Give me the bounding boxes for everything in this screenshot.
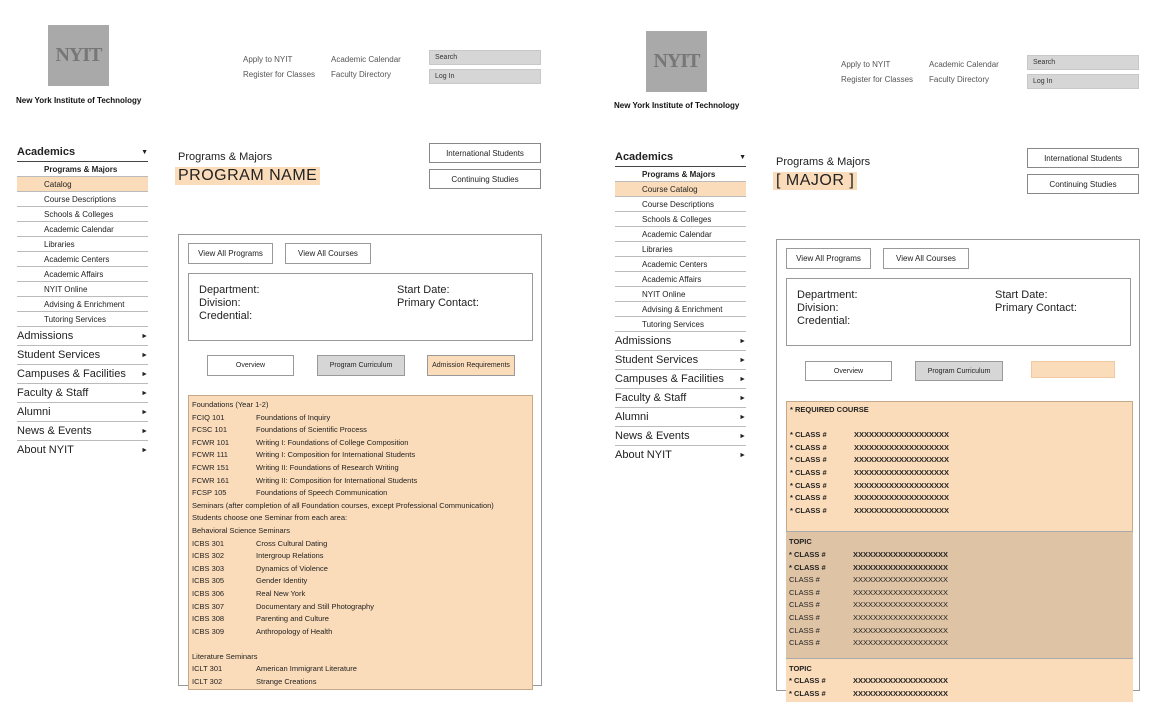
course-title: Writing I: Composition for International Students (256, 450, 416, 460)
list-item (192, 538, 529, 551)
sidebar-subitem[interactable]: Libraries (17, 237, 148, 252)
tab-overview[interactable]: Overview (805, 361, 892, 381)
sidebar-subitem-catalog[interactable]: Catalog (17, 177, 148, 192)
directory-link[interactable]: Faculty Directory (331, 70, 392, 79)
course-code: ICBS 307 (192, 601, 225, 611)
list-item (789, 587, 1130, 600)
foundations-heading: Foundations (Year 1-2) (192, 400, 269, 409)
course-title: Intergroup Relations (256, 551, 324, 561)
course-title: American Immigrant Literature (256, 664, 357, 674)
sidebar-section-academics[interactable] (17, 146, 148, 162)
list-item (789, 675, 1130, 688)
primary-contact-label: Primary Contact: (995, 302, 1077, 314)
topic-heading: TOPIC (789, 537, 812, 547)
arrow-right-icon: ► (739, 394, 746, 402)
item-label: Faculty & Staff (615, 392, 687, 404)
list-item (192, 550, 529, 563)
class-number: * CLASS # (790, 480, 827, 490)
arrow-right-icon: ► (141, 427, 148, 435)
arrow-right-icon: ► (141, 370, 148, 378)
course-code: ICBS 303 (192, 563, 225, 573)
class-number: * CLASS # (789, 549, 826, 559)
sidebar-subitem[interactable]: Academic Calendar (17, 222, 148, 237)
sidebar-item-admissions[interactable] (17, 326, 148, 346)
course-title: Real New York (256, 588, 306, 598)
sidebar-nav (615, 151, 746, 464)
section-label: Academics (615, 151, 674, 163)
item-label: Campuses & Facilities (17, 368, 126, 380)
course-title: Strange Creations (256, 677, 317, 687)
list-item (192, 449, 529, 462)
list-item (789, 574, 1130, 587)
list-item (789, 549, 1130, 562)
arrow-right-icon: ► (739, 451, 746, 459)
arrow-right-icon: ► (141, 446, 148, 454)
program-name: PROGRAM NAME (175, 167, 320, 185)
class-number: * CLASS # (790, 455, 827, 465)
sidebar-subitem[interactable]: Schools & Colleges (615, 212, 746, 227)
class-title: XXXXXXXXXXXXXXXXXXX (853, 575, 949, 585)
sidebar-subitem[interactable]: Academic Calendar (615, 227, 746, 242)
class-title: XXXXXXXXXXXXXXXXXXX (853, 638, 949, 648)
list-item (789, 562, 1130, 575)
course-title: Foundations of Speech Communication (256, 488, 388, 498)
required-heading: * REQUIRED COURSE (790, 405, 869, 414)
apply-link[interactable]: Apply to NYIT (841, 60, 891, 69)
class-number: CLASS # (789, 612, 820, 622)
directory-link[interactable]: Faculty Directory (929, 75, 990, 84)
arrow-right-icon: ► (739, 337, 746, 345)
list-item (789, 599, 1130, 612)
page-title: Programs & Majors (178, 151, 273, 163)
chevron-down-icon: ▼ (141, 148, 148, 156)
class-title: XXXXXXXXXXXXXXXXXXX (854, 493, 950, 503)
logo-text: NYIT (55, 44, 102, 66)
tab-program-curriculum[interactable]: Program Curriculum (317, 355, 405, 376)
tab-admission-requirements[interactable] (1031, 361, 1115, 378)
sidebar-subitem[interactable]: Advising & Enrichment (17, 297, 148, 312)
search-input[interactable]: Search (429, 50, 541, 65)
class-title: XXXXXXXXXXXXXXXXXXX (853, 549, 949, 559)
list-item (192, 601, 529, 614)
chevron-down-icon: ▼ (739, 153, 746, 161)
list-item (192, 475, 529, 488)
view-all-courses-button[interactable]: View All Courses (285, 243, 371, 264)
class-number: CLASS # (789, 600, 820, 610)
credential-label: Credential: (199, 310, 253, 322)
course-title: Foundations of Inquiry (256, 412, 331, 422)
apply-link[interactable]: Apply to NYIT (243, 55, 293, 64)
sidebar-subitem-programs[interactable]: Programs & Majors (17, 162, 148, 177)
major-info (786, 278, 1131, 346)
logo-text: NYIT (653, 50, 700, 72)
sidebar-item-about[interactable] (17, 441, 148, 459)
course-code: FCSC 101 (192, 425, 228, 435)
sidebar-subitem[interactable]: Course Descriptions (615, 197, 746, 212)
sidebar-subitem[interactable]: Tutoring Services (642, 320, 704, 329)
course-title: Gender Identity (256, 576, 308, 586)
class-number: * CLASS # (789, 676, 826, 686)
sidebar-subitem[interactable]: Academic Centers (17, 252, 148, 267)
list-item (789, 625, 1130, 638)
list-item (789, 637, 1130, 650)
sidebar-subitem[interactable]: Academic Centers (615, 257, 746, 272)
class-number: * CLASS # (790, 493, 827, 503)
list-item (192, 487, 529, 500)
sidebar-subitem[interactable]: Course Descriptions (17, 192, 148, 207)
division-label: Division: (199, 297, 241, 309)
class-title: XXXXXXXXXXXXXXXXXXX (854, 467, 950, 477)
tab-overview[interactable]: Overview (207, 355, 294, 376)
list-item (192, 626, 529, 639)
item-label: Admissions (615, 335, 672, 347)
item-label: News & Events (17, 425, 92, 437)
course-code: FCIQ 101 (192, 412, 225, 422)
section-label: Academics (17, 146, 76, 158)
item-label: Student Services (17, 349, 101, 361)
course-title: Anthropology of Health (256, 626, 333, 636)
list-item (192, 575, 529, 588)
list-item (192, 563, 529, 576)
literature-heading: Literature Seminars (192, 651, 258, 661)
topic-group (786, 659, 1133, 703)
topic-group (786, 531, 1133, 658)
register-link[interactable]: Register for Classes (841, 75, 914, 84)
sidebar-item-alumni[interactable] (17, 403, 148, 422)
class-number: * CLASS # (790, 505, 827, 515)
item-label: Admissions (17, 330, 74, 342)
program-info (188, 273, 533, 341)
course-code: FCWR 101 (192, 437, 230, 447)
primary-contact-label: Primary Contact: (397, 297, 479, 309)
login-button[interactable]: Log In (429, 69, 541, 84)
curriculum-list (188, 395, 533, 690)
sidebar-item-campuses[interactable] (615, 370, 746, 389)
start-date-label: Start Date: (995, 289, 1048, 301)
course-code: FCWR 151 (192, 462, 230, 472)
major-course-list (786, 401, 1133, 702)
list-item (790, 454, 1129, 467)
topic-heading: TOPIC (789, 663, 812, 673)
sidebar-item-faculty[interactable] (615, 389, 746, 408)
credential-label: Credential: (797, 315, 851, 327)
sidebar-item-alumni[interactable] (615, 408, 746, 427)
class-title: XXXXXXXXXXXXXXXXXXX (853, 562, 949, 572)
sidebar-subitem-programs[interactable]: Programs & Majors (615, 167, 746, 182)
sidebar-section-academics[interactable] (615, 151, 746, 167)
calendar-link[interactable]: Academic Calendar (929, 60, 999, 69)
class-number: * CLASS # (790, 430, 827, 440)
choose-note: Students choose one Seminar from each area: (192, 513, 348, 523)
course-code: FCWR 111 (192, 450, 228, 460)
sidebar-item-faculty[interactable] (17, 384, 148, 403)
class-title: XXXXXXXXXXXXXXXXXXX (854, 430, 950, 440)
institution-name: New York Institute of Technology (614, 101, 740, 110)
list-item (789, 688, 1130, 701)
class-number: * CLASS # (790, 467, 827, 477)
course-code: ICLT 302 (192, 677, 223, 687)
arrow-right-icon: ► (739, 375, 746, 383)
list-item (790, 442, 1129, 455)
class-title: XXXXXXXXXXXXXXXXXXX (854, 442, 950, 452)
course-code: FCWR 161 (192, 475, 230, 485)
course-code: ICLT 301 (192, 664, 223, 674)
class-number: CLASS # (789, 638, 820, 648)
class-title: XXXXXXXXXXXXXXXXXXX (853, 600, 949, 610)
arrow-right-icon: ► (141, 332, 148, 340)
item-label: About NYIT (615, 449, 672, 461)
seminars-note: Seminars (after completion of all Foundation courses, except Professional Communication) (192, 500, 494, 510)
sidebar-item-student-services[interactable] (615, 351, 746, 370)
arrow-right-icon: ► (739, 356, 746, 364)
sidebar-item-campuses[interactable] (17, 365, 148, 384)
class-number: CLASS # (789, 625, 820, 635)
sidebar-subitem[interactable]: Schools & Colleges (17, 207, 148, 222)
arrow-right-icon: ► (739, 432, 746, 440)
calendar-link[interactable]: Academic Calendar (331, 55, 401, 64)
sidebar-subitem[interactable]: Advising & Enrichment (615, 302, 746, 317)
view-all-courses-button[interactable]: View All Courses (883, 248, 969, 269)
course-code: ICBS 305 (192, 576, 225, 586)
institution-name: New York Institute of Technology (16, 96, 142, 105)
sidebar-item-news[interactable] (17, 422, 148, 441)
page-title: Programs & Majors (776, 156, 871, 168)
list-item (192, 424, 529, 437)
item-label: Alumni (17, 406, 51, 418)
course-title: Foundations of Scientific Process (256, 425, 367, 435)
view-all-programs-button[interactable]: View All Programs (786, 248, 871, 269)
nyit-logo[interactable] (646, 31, 707, 92)
class-number: * CLASS # (789, 688, 826, 698)
list-item (789, 612, 1130, 625)
list-item (192, 462, 529, 475)
tab-program-curriculum[interactable]: Program Curriculum (915, 361, 1003, 381)
list-item (192, 676, 529, 689)
course-code: ICBS 308 (192, 614, 225, 624)
class-title: XXXXXXXXXXXXXXXXXXX (854, 455, 950, 465)
sidebar-item-admissions[interactable] (615, 331, 746, 351)
course-title: Writing II: Composition for International Students (256, 475, 418, 485)
list-item (192, 663, 529, 676)
login-button[interactable]: Log In (1027, 74, 1139, 89)
item-label: Campuses & Facilities (615, 373, 724, 385)
major-name: [ MAJOR ] (773, 172, 857, 190)
class-title: XXXXXXXXXXXXXXXXXXX (853, 688, 949, 698)
sidebar-subitem[interactable]: NYIT Online (615, 287, 746, 302)
sidebar-subitem[interactable]: Academic Affairs (17, 267, 148, 282)
course-code: FCSP 105 (192, 488, 227, 498)
arrow-right-icon: ► (141, 389, 148, 397)
item-label: Alumni (615, 411, 649, 423)
sidebar-nav (17, 146, 148, 459)
nyit-logo[interactable] (48, 25, 109, 86)
class-title: XXXXXXXXXXXXXXXXXXX (853, 625, 949, 635)
list-item (790, 492, 1129, 505)
international-students-button[interactable]: International Students (429, 143, 541, 163)
course-title: Dynamics of Violence (256, 563, 328, 573)
sidebar-subitem[interactable]: Tutoring Services (44, 315, 106, 324)
sidebar-item-student-services[interactable] (17, 346, 148, 365)
course-code: ICBS 306 (192, 588, 225, 598)
sidebar-subitem[interactable]: Libraries (615, 242, 746, 257)
class-title: XXXXXXXXXXXXXXXXXXX (854, 505, 950, 515)
class-number: * CLASS # (789, 562, 826, 572)
course-title: Writing I: Foundations of College Composition (256, 437, 409, 447)
course-code: ICBS 302 (192, 551, 225, 561)
tab-admission-requirements[interactable]: Admission Requirements (427, 355, 515, 376)
course-code: ICBS 309 (192, 626, 225, 636)
list-item (192, 613, 529, 626)
department-label: Department: (797, 289, 858, 301)
register-link[interactable]: Register for Classes (243, 70, 316, 79)
class-number: CLASS # (789, 587, 820, 597)
list-item (790, 429, 1129, 442)
program-panel (178, 234, 542, 686)
sidebar-subitem-course-catalog[interactable]: Course Catalog (615, 182, 746, 197)
class-title: XXXXXXXXXXXXXXXXXXX (853, 676, 949, 686)
search-input[interactable]: Search (1027, 55, 1139, 70)
course-title: Cross Cultural Dating (256, 538, 328, 548)
continuing-studies-button[interactable]: Continuing Studies (429, 169, 541, 189)
class-number: * CLASS # (790, 442, 827, 452)
arrow-right-icon: ► (739, 413, 746, 421)
department-label: Department: (199, 284, 260, 296)
course-title: Writing II: Foundations of Research Writing (256, 462, 399, 472)
course-title: Documentary and Still Photography (256, 601, 374, 611)
sidebar-subitem[interactable]: Academic Affairs (615, 272, 746, 287)
sidebar-subitem[interactable]: NYIT Online (17, 282, 148, 297)
class-number: CLASS # (789, 575, 820, 585)
list-item (790, 467, 1129, 480)
course-title: Parenting and Culture (256, 614, 329, 624)
major-panel (776, 239, 1140, 698)
item-label: Faculty & Staff (17, 387, 89, 399)
start-date-label: Start Date: (397, 284, 450, 296)
view-all-programs-button[interactable]: View All Programs (188, 243, 273, 264)
list-item (192, 437, 529, 450)
division-label: Division: (797, 302, 839, 314)
class-title: XXXXXXXXXXXXXXXXXXX (853, 612, 949, 622)
arrow-right-icon: ► (141, 408, 148, 416)
item-label: News & Events (615, 430, 690, 442)
international-students-button[interactable]: International Students (1027, 148, 1139, 168)
list-item (790, 505, 1129, 518)
list-item (192, 412, 529, 425)
item-label: About NYIT (17, 444, 74, 456)
sidebar-item-about[interactable] (615, 446, 746, 464)
item-label: Student Services (615, 354, 699, 366)
required-courses (786, 401, 1133, 531)
arrow-right-icon: ► (141, 351, 148, 359)
behavioral-heading: Behavioral Science Seminars (192, 525, 290, 535)
list-item (790, 480, 1129, 493)
continuing-studies-button[interactable]: Continuing Studies (1027, 174, 1139, 194)
list-item (192, 588, 529, 601)
sidebar-item-news[interactable] (615, 427, 746, 446)
course-code: ICBS 301 (192, 538, 225, 548)
class-title: XXXXXXXXXXXXXXXXXXX (853, 587, 949, 597)
class-title: XXXXXXXXXXXXXXXXXXX (854, 480, 950, 490)
